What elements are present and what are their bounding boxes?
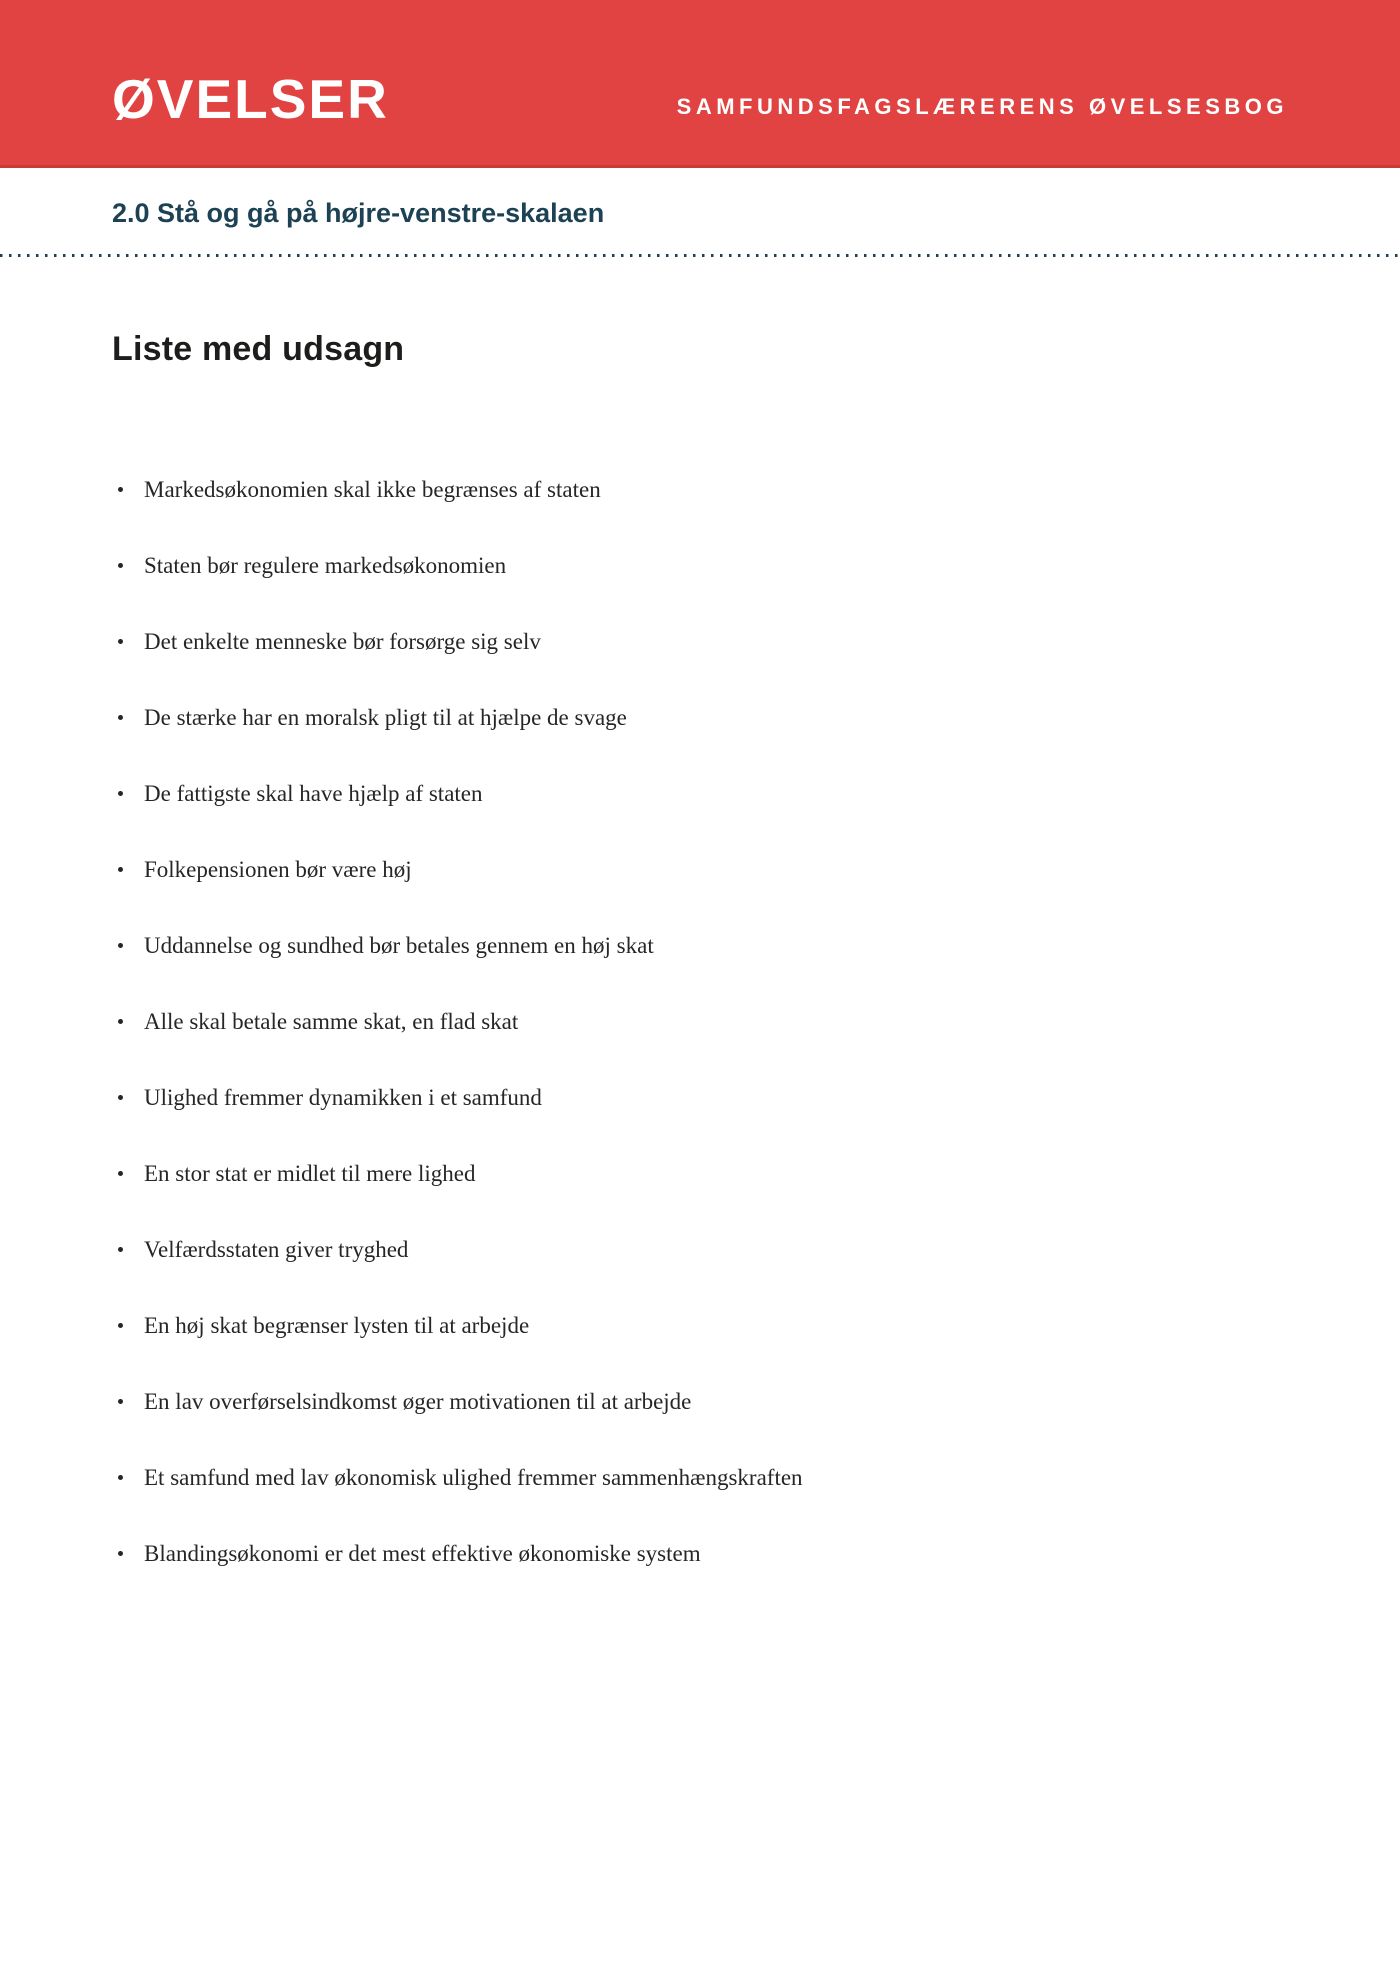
list-item: En høj skat begrænser lysten til at arbejde	[144, 1311, 1280, 1341]
list-item: Folkepensionen bør være høj	[144, 855, 1280, 885]
list-item: Uddannelse og sundhed bør betales gennem en høj skat	[144, 931, 1280, 961]
list-item: Alle skal betale samme skat, en flad skat	[144, 1007, 1280, 1037]
section-subtitle: 2.0 Stå og gå på højre-venstre-skalaen	[112, 198, 605, 228]
list-item: En lav overførselsindkomst øger motivationen til at arbejde	[144, 1387, 1280, 1417]
list-item: Blandingsøkonomi er det mest effektive økonomiske system	[144, 1539, 1280, 1569]
page-title: ØVELSER	[112, 68, 389, 130]
header-banner	[0, 0, 1400, 168]
list-item: Det enkelte menneske bør forsørge sig selv	[144, 627, 1280, 657]
statements-list	[0, 475, 1400, 1569]
list-item: En stor stat er midlet til mere lighed	[144, 1159, 1280, 1189]
list-item: Velfærdsstaten giver tryghed	[144, 1235, 1280, 1265]
dotted-divider	[0, 254, 1400, 257]
list-item: Markedsøkonomien skal ikke begrænses af staten	[144, 475, 1280, 505]
list-heading: Liste med udsagn	[112, 330, 405, 368]
list-item: Et samfund med lav økonomisk ulighed fremmer sammenhængskraften	[144, 1463, 1280, 1493]
list-item: De fattigste skal have hjælp af staten	[144, 779, 1280, 809]
list-item: Ulighed fremmer dynamikken i et samfund	[144, 1083, 1280, 1113]
list-item: Staten bør regulere markedsøkonomien	[144, 551, 1280, 581]
list-item: De stærke har en moralsk pligt til at hjælpe de svage	[144, 703, 1280, 733]
book-title: SAMFUNDSFAGSLÆRERENS ØVELSESBOG	[676, 93, 1288, 119]
